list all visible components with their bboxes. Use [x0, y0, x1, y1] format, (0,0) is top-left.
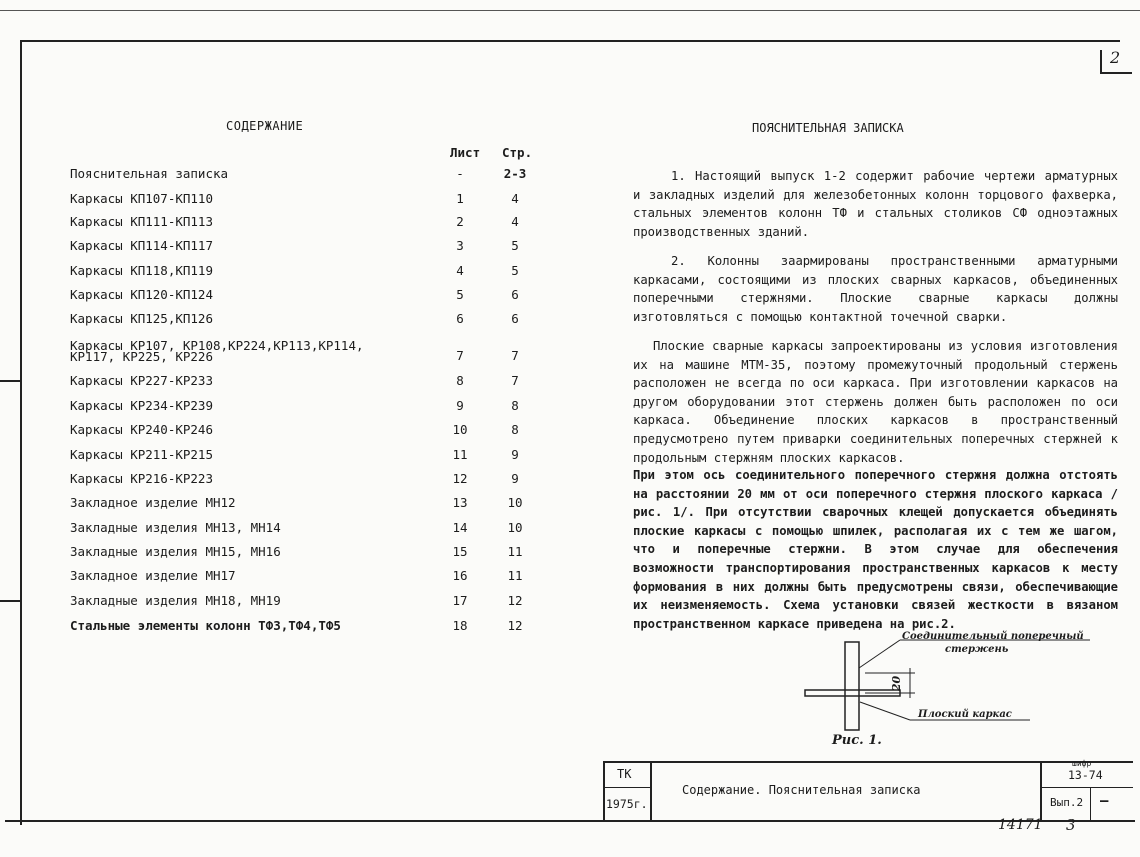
toc-row-sheet: 4 — [456, 263, 464, 278]
toc-row-title: Каркасы КП125,КП126 — [70, 311, 213, 326]
toc-row-page: 2-3 — [503, 166, 527, 181]
toc-row-title: Каркасы КП107-КП110 — [70, 191, 213, 206]
title-block-shifr: 13-74 — [1068, 768, 1103, 782]
toc-row — [0, 191, 560, 216]
toc-row — [0, 593, 560, 618]
toc-col-page: Стр. — [502, 145, 533, 160]
toc-title: СОДЕРЖАНИЕ — [226, 119, 304, 133]
note-paragraph-3: Плоские сварные каркасы запроектированы из условия изготовления их на машине МТМ-35, поэтому промежуточный продольный стержень расположен не всегда по оси каркаса. При изготовлении каркасов на другом оборудовании этот стержень должен быть расположен по оси каркаса. Объединение плоских каркасов в пространственный предусмотрено путем приварки соединительных поперечных стержней к продольным стержням плоских каркасов. — [633, 339, 1118, 465]
note-paragraph-1: 1. Настоящий выпуск 1-2 содержит рабочие чертежи арматурных и закладных изделий для железобетонных колонн торцового фахверка, стальных элементов колонн ТФ и стальных столиков СФ одноэтажных производственных зданий. — [633, 169, 1118, 239]
toc-row-title: Закладные изделия МН13, МН14 — [70, 520, 281, 535]
frame-bottom-line — [5, 820, 1135, 822]
toc-row-page: 5 — [511, 238, 519, 253]
toc-row — [0, 520, 560, 545]
toc-row-sheet: 15 — [452, 544, 468, 559]
toc-row-page: 11 — [507, 568, 523, 583]
toc-row-title: Закладные изделия МН15, МН16 — [70, 544, 281, 559]
toc-row-title-line2: КР117, КР225, КР226 — [70, 349, 213, 364]
toc-row-page: 4 — [511, 214, 519, 229]
toc-row-title: Каркасы КР240-КР246 — [70, 422, 213, 437]
title-block-divider-2 — [1040, 761, 1042, 821]
title-block-left-line — [603, 761, 605, 821]
title-block-shifr-label: шифр — [1072, 759, 1092, 768]
toc-row-sheet: 12 — [452, 471, 468, 486]
title-block-mid-line-left — [603, 787, 650, 788]
toc-row-sheet: 18 — [452, 618, 468, 633]
toc-row-title: Каркасы КР234-КР239 — [70, 398, 213, 413]
toc-row-title: Каркасы КП120-КП124 — [70, 287, 213, 302]
toc-row-page: 9 — [511, 447, 519, 462]
toc-row-title: Каркасы КР211-КР215 — [70, 447, 213, 462]
title-block-tk: ТК — [617, 767, 632, 781]
toc-row-sheet: 8 — [456, 373, 464, 388]
toc-row — [0, 398, 560, 423]
toc-row-sheet: - — [456, 166, 464, 181]
title-block-issue: Вып.2 — [1050, 796, 1084, 809]
footer-number: 14171 — [998, 817, 1043, 833]
toc-row-page: 6 — [511, 287, 519, 302]
frame-top-line — [20, 40, 1120, 42]
toc-row-title: Закладное изделие МН17 — [70, 568, 236, 583]
toc-row-page: 7 — [511, 348, 519, 363]
toc-row-page: 9 — [511, 471, 519, 486]
toc-row — [0, 263, 560, 288]
toc-row-sheet: 16 — [452, 568, 468, 583]
toc-row — [0, 568, 560, 593]
figure-label-top-2: стержень — [945, 644, 1009, 655]
top-edge-line — [0, 10, 1140, 11]
note-paragraph-4: При этом ось соединительного поперечного стержня должна отстоять на расстоянии 20 мм от оси поперечного стержня плоского каркаса /рис. 1/. При отсутствии сварочных клещей допускается объединять плоские каркасы с помощью шпилек, располагая их с тем же шагом, что и поперечные стержни. В этом случае для обеспечения возможности транспортирования пространственных каркасов к месту формования в них должны быть предусмотрены связи, обеспечивающие их неизменяемость. Схема установки связей жесткости в вязаном пространственном каркасе приведена на рис.2. — [633, 468, 1118, 631]
toc-col-sheet: Лист — [450, 145, 481, 160]
toc-row-page: 6 — [511, 311, 519, 326]
toc-row — [0, 311, 560, 336]
title-block-year: 1975г. — [606, 797, 648, 811]
toc-row-title: Каркасы КП111-КП113 — [70, 214, 213, 229]
toc-row-title: Каркасы КР227-КР233 — [70, 373, 213, 388]
title-block-name: Содержание. Пояснительная записка — [682, 783, 921, 797]
title-block-dash: — — [1100, 793, 1109, 809]
toc-row-sheet: 13 — [452, 495, 468, 510]
toc-row-page: 12 — [507, 618, 523, 633]
toc-row — [0, 373, 560, 398]
toc-row — [0, 422, 560, 447]
toc-row — [0, 471, 560, 496]
toc-row-sheet: 9 — [456, 398, 464, 413]
note-title: ПОЯСНИТЕЛЬНАЯ ЗАПИСКА — [752, 121, 904, 135]
figure-dimension: 20 — [890, 675, 904, 692]
title-block-small-divider — [1090, 787, 1091, 820]
toc-row-title: Пояснительная записка — [70, 166, 229, 181]
footer-page: 3 — [1066, 816, 1076, 834]
toc-row-page: 8 — [511, 398, 519, 413]
title-block-top-line — [603, 761, 1133, 763]
toc-row-title: Каркасы КР216-КР223 — [70, 471, 213, 486]
toc-row — [0, 495, 560, 520]
figure-label-top-1: Соединительный поперечный — [902, 631, 1084, 642]
toc-row-page: 7 — [511, 373, 519, 388]
figure-caption: Рис. 1. — [832, 733, 882, 748]
toc-row — [0, 544, 560, 569]
toc-row — [0, 447, 560, 472]
toc-row-page: 8 — [511, 422, 519, 437]
toc-row-sheet: 11 — [452, 447, 468, 462]
toc-row-page: 11 — [507, 544, 523, 559]
toc-row-page: 10 — [507, 520, 523, 535]
toc-row-sheet: 5 — [456, 287, 464, 302]
toc-row-sheet: 2 — [456, 214, 464, 229]
toc-row-sheet: 6 — [456, 311, 464, 326]
toc-row — [0, 618, 560, 643]
vertical-bar — [845, 642, 859, 730]
title-block-mid-line-right — [1040, 787, 1133, 788]
toc-row — [0, 338, 560, 370]
toc-row-page: 5 — [511, 263, 519, 278]
toc-row-sheet: 7 — [456, 348, 464, 363]
note-paragraph-2: 2. Колонны заармированы пространственными арматурными каркасами, состоящими из плоских сварных каркасов, объединенных поперечными стержнями. Плоские сварные каркасы должны изготовляться с помощью контактной точечной сварки. — [633, 254, 1118, 324]
toc-row — [0, 214, 560, 239]
toc-row-sheet: 1 — [456, 191, 464, 206]
toc-row — [0, 287, 560, 312]
toc-row-page: 4 — [511, 191, 519, 206]
toc-row-sheet: 17 — [452, 593, 468, 608]
toc-row-sheet: 14 — [452, 520, 468, 535]
toc-row-title: Закладные изделия МН18, МН19 — [70, 593, 281, 608]
toc-row-page: 12 — [507, 593, 523, 608]
toc-row-title: Каркасы КП118,КП119 — [70, 263, 213, 278]
page-mark: 2 — [1110, 48, 1121, 67]
toc-row-page: 10 — [507, 495, 523, 510]
toc-row-sheet: 10 — [452, 422, 468, 437]
toc-row — [0, 166, 560, 191]
toc-row-title: Каркасы КР107, КР108,КР224,КР113,КР114, — [70, 338, 364, 353]
figure-label-bottom: Плоский каркас — [918, 709, 1012, 720]
title-block-divider-1 — [650, 761, 652, 821]
toc-row-sheet: 3 — [456, 238, 464, 253]
toc-row — [0, 238, 560, 263]
toc-row-title: Стальные элементы колонн ТФ3,ТФ4,ТФ5 — [70, 618, 341, 633]
toc-row-title: Каркасы КП114-КП117 — [70, 238, 213, 253]
toc-row-title: Закладное изделие МН12 — [70, 495, 236, 510]
